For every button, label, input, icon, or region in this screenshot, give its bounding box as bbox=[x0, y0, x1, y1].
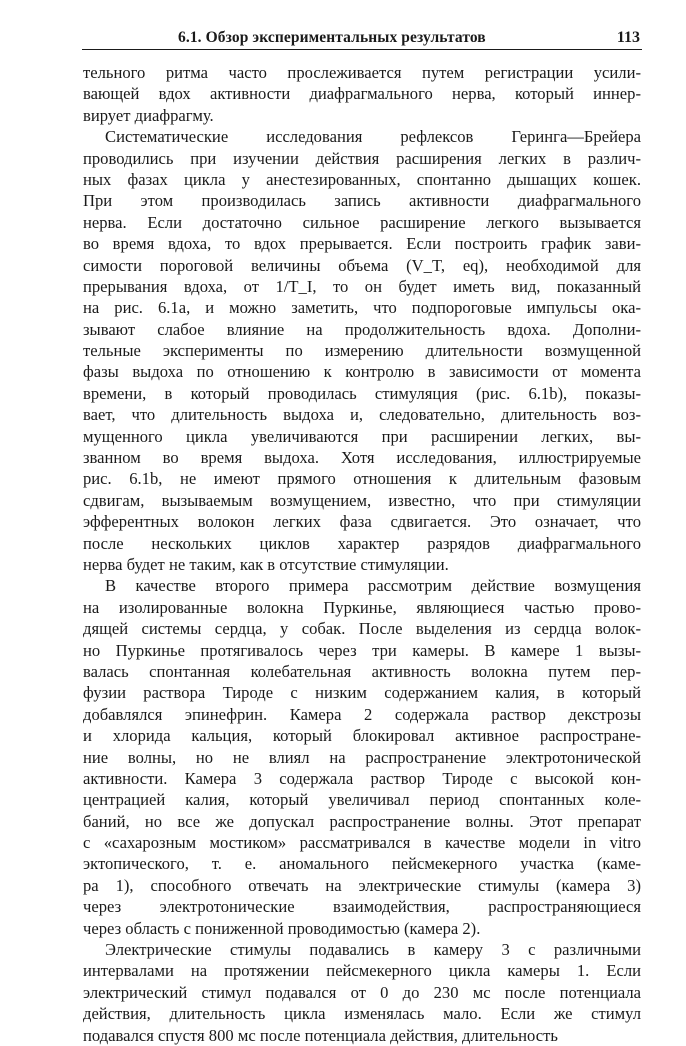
text-line: эфферентных волокон легких фаза сдвигается. Это означает, что bbox=[83, 512, 641, 532]
text-line: времени, в который проводилась стимуляция (рис. 6.1b), показы- bbox=[83, 383, 641, 403]
text-line: ра 1), способного отвечать на электрические стимулы (камера 3) bbox=[83, 875, 641, 895]
paragraph bbox=[83, 575, 641, 939]
text-line: но Пуркинье протягивалось через три камеры. В камере 1 вызы- bbox=[83, 640, 641, 660]
text-line: фазы выдоха по отношению к контролю в зависимости от момента bbox=[83, 362, 641, 382]
text-line: зывают слабое влияние на продолжительность вдоха. Дополни- bbox=[83, 319, 641, 339]
text-line: тельного ритма часто прослеживается путем регистрации усили- bbox=[83, 63, 641, 82]
text-line: активности. Камера 3 содержала раствор Тироде с высокой кон- bbox=[83, 768, 641, 788]
text-line: ние волны, но не влиял на распространение электротонической bbox=[83, 747, 641, 767]
text-line: через область с пониженной проводимостью (камера 2). bbox=[83, 918, 481, 938]
text-line: центрацией калия, который увеличивал период спонтанных коле- bbox=[83, 790, 641, 810]
text-line: тельные эксперименты по измерению длительности возмущенной bbox=[83, 341, 641, 361]
text-line: фузии раствора Тироде с низким содержанием калия, в который bbox=[83, 683, 641, 703]
text-line: рис. 6.1b, не имеют прямого отношения к длительным фазовым bbox=[83, 469, 641, 489]
body-text bbox=[83, 62, 641, 1046]
text-line: эктопического, т. е. аномального пейсмекерного участка (каме- bbox=[83, 854, 641, 874]
section-title: 6.1. Обзор экспериментальных результатов bbox=[178, 29, 486, 46]
text-line: ных фазах цикла у анестезированных, спонтанно дышащих кошек. bbox=[83, 169, 641, 189]
text-line: вирует диафрагму. bbox=[83, 105, 214, 125]
text-line: электрический стимул подавался от 0 до 230 мс после потенциала bbox=[83, 982, 641, 1002]
page-number: 113 bbox=[616, 29, 640, 46]
paragraph bbox=[83, 62, 641, 126]
text-line: подавался спустя 800 мс после потенциала действия, длительность bbox=[83, 1025, 558, 1045]
text-line: вающей вдох активности диафрагмального нерва, который иннер- bbox=[83, 84, 641, 104]
text-line: Систематические исследования рефлексов Геринга—Брейера bbox=[105, 127, 641, 147]
paragraph bbox=[83, 126, 641, 575]
text-line: При этом производилась запись активности диафрагмального bbox=[83, 191, 641, 211]
text-line: званном во время выдоха. Хотя исследования, иллюстрируемые bbox=[83, 448, 641, 468]
text-line: нерва. Если достаточно сильное расширение легкого вызывается bbox=[83, 212, 641, 232]
running-head bbox=[82, 27, 642, 50]
text-line: на изолированные волокна Пуркинье, являющиеся частью прово- bbox=[83, 597, 641, 617]
text-line: через электротонические взаимодействия, распространяющиеся bbox=[83, 897, 641, 917]
text-line: проводились при изучении действия расширения легких в различ- bbox=[83, 148, 641, 168]
text-line: во время вдоха, то вдох прерывается. Если построить график зави- bbox=[83, 234, 641, 254]
text-line: валась спонтанная колебательная активность волокна путем пер- bbox=[83, 661, 641, 681]
text-line: после нескольких циклов характер разрядов диафрагмального bbox=[83, 533, 641, 553]
text-line: интервалами на протяжении пейсмекерного цикла камеры 1. Если bbox=[83, 961, 641, 981]
text-line: нерва будет не таким, как в отсутствие стимуляции. bbox=[83, 554, 449, 574]
text-line: действия, длительность цикла изменялась мало. Если же стимул bbox=[83, 1004, 641, 1024]
text-line: с «сахарозным мостиком» рассматривался в качестве модели in vitro bbox=[83, 833, 641, 853]
text-line: добавлялся эпинефрин. Камера 2 содержала раствор декстрозы bbox=[83, 704, 641, 724]
text-line: дящей системы сердца, у собак. После выделения из сердца волок- bbox=[83, 619, 641, 639]
text-line: Электрические стимулы подавались в камеру 3 с различными bbox=[105, 940, 641, 960]
text-line: В качестве второго примера рассмотрим действие возмущения bbox=[105, 576, 641, 596]
text-line: мущенного цикла увеличиваются при расширении легких, вы- bbox=[83, 426, 641, 446]
text-line: баний, но все же допускал распространение волны. Этот препарат bbox=[83, 811, 641, 831]
text-line: на рис. 6.1a, и можно заметить, что подпороговые импульсы ока- bbox=[83, 298, 641, 318]
text-line: и хлорида кальция, который блокировал активное распростране- bbox=[83, 726, 641, 746]
text-line: сдвигам, вызываемым возмущением, известно, что при стимуляции bbox=[83, 490, 641, 510]
text-line: симости пороговой величины объема (V_T, eq), необходимой для bbox=[83, 255, 641, 275]
text-line: прерывания вдоха, от 1/T_I, то он будет иметь вид, показанный bbox=[83, 276, 641, 296]
paragraph bbox=[83, 939, 641, 1046]
text-line: вает, что длительность выдоха и, следовательно, длительность воз- bbox=[83, 405, 641, 425]
